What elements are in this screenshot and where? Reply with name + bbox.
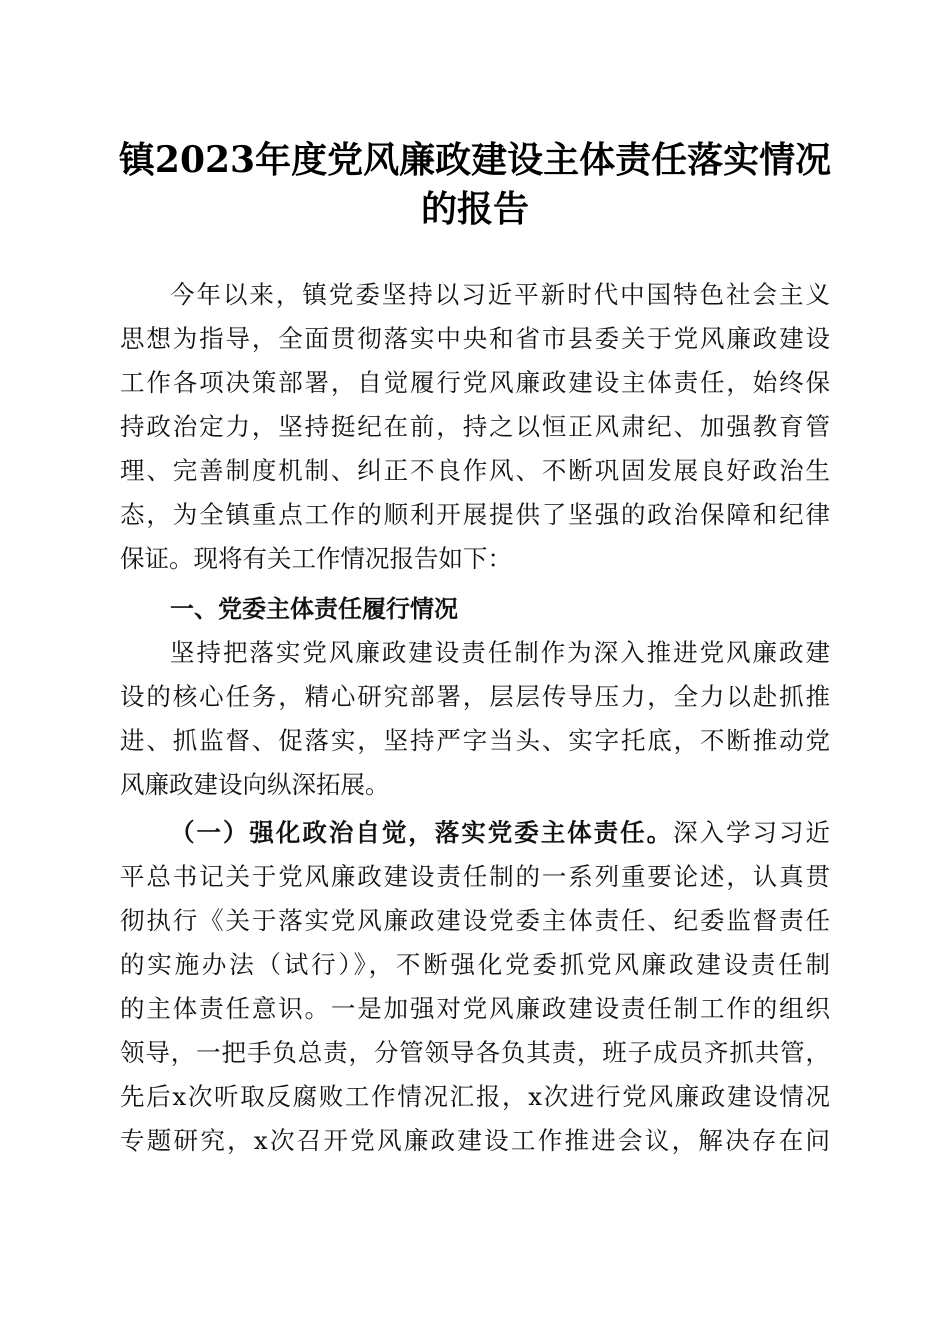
subsection-1-heading: （一）强化政治自觉，落实党委主体责任。 <box>170 818 674 847</box>
subsection-1-first-rest: 深入学习习近 <box>673 818 831 847</box>
intro-line-6: 态，为全镇重点工作的顺利开展提供了坚强的政治保障和纪律 <box>120 500 830 529</box>
subsection-1-line-8: 专题研究，x次召开党风廉政建设工作推进会议，解决存在问 <box>120 1126 830 1155</box>
section-1-line-3: 进、抓监督、促落实，坚持严字当头、实字托底，不断推动党 <box>120 726 830 755</box>
section-1-line-1: 坚持把落实党风廉政建设责任制作为深入推进党风廉政建 <box>170 638 830 667</box>
intro-line-7: 保证。现将有关工作情况报告如下： <box>120 544 512 573</box>
section-1-line-4: 风廉政建设向纵深拓展。 <box>120 770 390 799</box>
subsection-1-line-5: 的主体责任意识。一是加强对党风廉政建设责任制工作的组织 <box>120 994 830 1023</box>
intro-line-2: 思想为指导，全面贯彻落实中央和省市县委关于党风廉政建设 <box>120 324 830 353</box>
intro-line-5: 理、完善制度机制、纠正不良作风、不断巩固发展良好政治生 <box>120 456 830 485</box>
subsection-1-line-4: 的实施办法（试行）》，不断强化党委抓党风廉政建设责任制 <box>120 950 830 979</box>
document-title-line-1: 镇2023年度党风廉政建设主体责任落实情况 <box>118 139 832 181</box>
intro-line-1: 今年以来，镇党委坚持以习近平新时代中国特色社会主义 <box>170 280 830 309</box>
intro-line-4: 持政治定力，坚持挺纪在前，持之以恒正风肃纪、加强教育管 <box>120 412 830 441</box>
section-1-line-2: 设的核心任务，精心研究部署，层层传导压力，全力以赴抓推 <box>120 682 830 711</box>
subsection-1-first-line <box>170 811 830 855</box>
subsection-1-line-3: 彻执行《关于落实党风廉政建设党委主体责任、纪委监督责任 <box>120 906 830 935</box>
subsection-1-line-2: 平总书记关于党风廉政建设责任制的一系列重要论述，认真贯 <box>120 862 830 891</box>
section-1-heading: 一、党委主体责任履行情况 <box>170 595 458 623</box>
subsection-1-line-6: 领导，一把手负总责，分管领导各负其责，班子成员齐抓共管， <box>120 1038 830 1067</box>
intro-line-3: 工作各项决策部署，自觉履行党风廉政建设主体责任，始终保 <box>120 368 830 397</box>
document-title-line-2: 的报告 <box>420 188 529 230</box>
subsection-1-line-7: 先后x次听取反腐败工作情况汇报，x次进行党风廉政建设情况 <box>120 1082 830 1111</box>
